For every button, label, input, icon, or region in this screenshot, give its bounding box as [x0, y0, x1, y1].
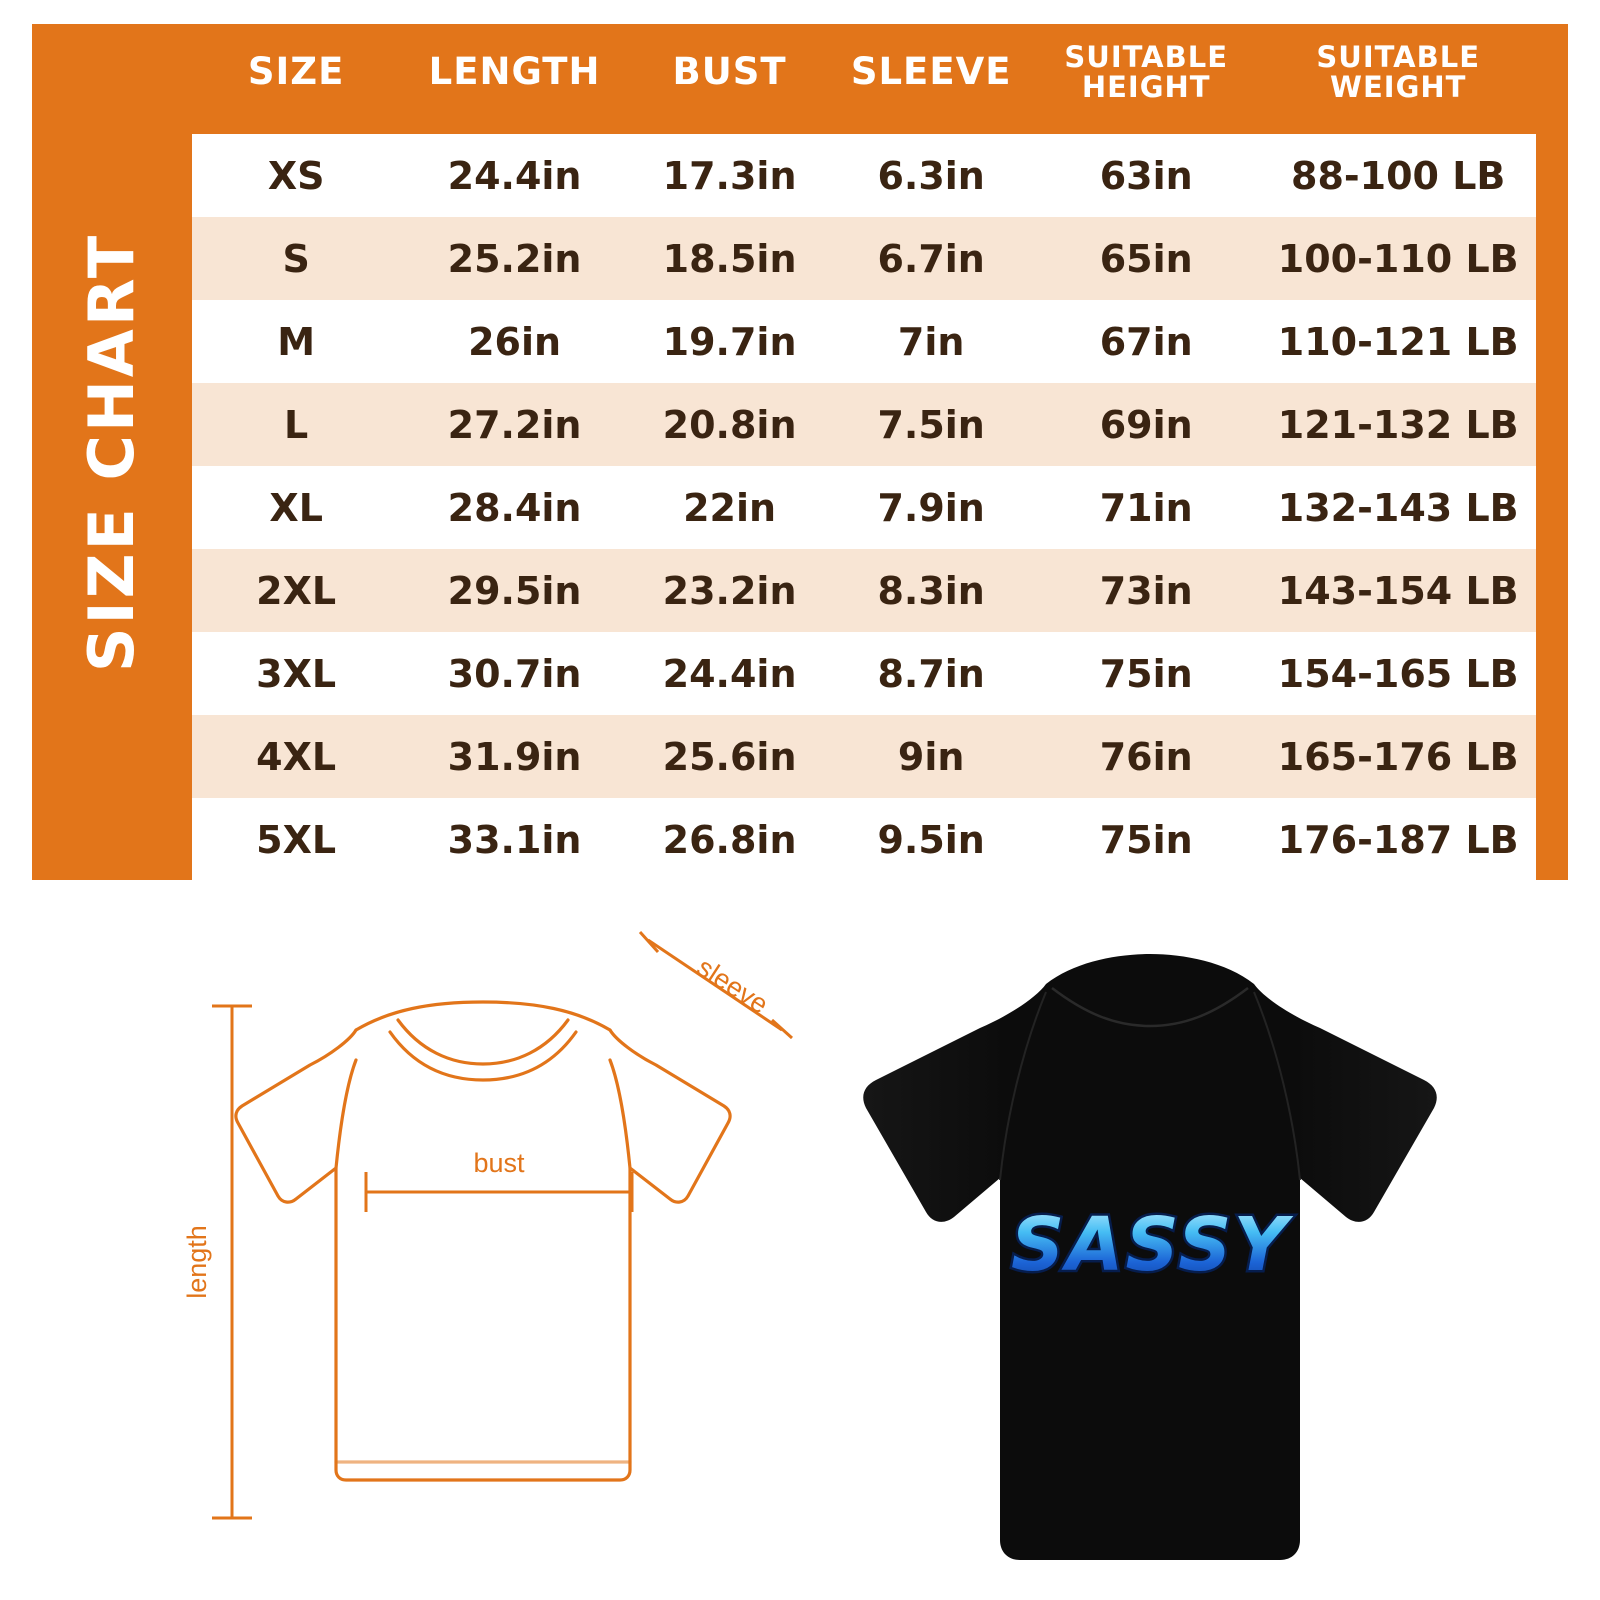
cell-bust: 25.6in — [629, 715, 831, 798]
cell-sleeve: 9in — [830, 715, 1032, 798]
size-table-container — [192, 24, 1536, 862]
shirt-graphic-text: SASSY — [1010, 1202, 1290, 1288]
cell-weight: 132-143 LB — [1260, 466, 1536, 549]
table-header-row — [192, 24, 1536, 134]
cell-size: 2XL — [192, 549, 400, 632]
cell-bust: 26.8in — [629, 798, 831, 881]
cell-height: 73in — [1032, 549, 1260, 632]
cell-sleeve: 6.7in — [830, 217, 1032, 300]
cell-size: 5XL — [192, 798, 400, 881]
bust-label: bust — [473, 1148, 525, 1178]
table-row — [192, 715, 1536, 798]
cell-sleeve: 7.5in — [830, 383, 1032, 466]
cell-size: S — [192, 217, 400, 300]
cell-weight: 154-165 LB — [1260, 632, 1536, 715]
column-header-suitable-weight-line2: WEIGHT — [1329, 70, 1467, 104]
cell-weight: 143-154 LB — [1260, 549, 1536, 632]
cell-height: 71in — [1032, 466, 1260, 549]
cell-height: 75in — [1032, 798, 1260, 881]
shirt-graphic — [1011, 1202, 1294, 1288]
sleeve-label: sleeve — [691, 951, 774, 1020]
column-header-bust: BUST — [672, 49, 787, 93]
cell-bust: 20.8in — [629, 383, 831, 466]
table-row — [192, 134, 1536, 217]
cell-size: 4XL — [192, 715, 400, 798]
cell-height: 65in — [1032, 217, 1260, 300]
bust-measure-line — [366, 1172, 632, 1212]
cell-length: 30.7in — [400, 632, 628, 715]
column-header-suitable-weight — [1260, 24, 1536, 134]
cell-weight: 176-187 LB — [1260, 798, 1536, 881]
table-row — [192, 798, 1536, 881]
cell-length: 26in — [400, 300, 628, 383]
cell-sleeve: 7.9in — [830, 466, 1032, 549]
table-body — [192, 134, 1536, 881]
size-chart-panel — [32, 24, 1568, 880]
cell-height: 63in — [1032, 134, 1260, 217]
cell-weight: 100-110 LB — [1260, 217, 1536, 300]
cell-length: 25.2in — [400, 217, 628, 300]
column-header-sleeve: SLEEVE — [850, 49, 1012, 93]
cell-bust: 23.2in — [629, 549, 831, 632]
cell-weight: 88-100 LB — [1260, 134, 1536, 217]
cell-length: 33.1in — [400, 798, 628, 881]
cell-height: 75in — [1032, 632, 1260, 715]
cell-size: L — [192, 383, 400, 466]
cell-bust: 19.7in — [629, 300, 831, 383]
cell-sleeve: 6.3in — [830, 134, 1032, 217]
table-row — [192, 217, 1536, 300]
column-header-suitable-weight-line1: SUITABLE — [1316, 39, 1481, 74]
cell-weight: 110-121 LB — [1260, 300, 1536, 383]
cell-bust: 24.4in — [629, 632, 831, 715]
cell-size: XL — [192, 466, 400, 549]
product-photo — [840, 940, 1460, 1580]
page-title — [32, 24, 192, 880]
column-header-length: LENGTH — [428, 49, 601, 93]
cell-sleeve: 9.5in — [830, 798, 1032, 881]
tshirt-outline-icon — [236, 1002, 730, 1480]
cell-size: XS — [192, 134, 400, 217]
cell-height: 69in — [1032, 383, 1260, 466]
tshirt-measurement-diagram — [150, 910, 870, 1600]
cell-sleeve: 8.7in — [830, 632, 1032, 715]
cell-weight: 165-176 LB — [1260, 715, 1536, 798]
cell-bust: 22in — [629, 466, 831, 549]
column-header-suitable-height-line2: HEIGHT — [1081, 70, 1211, 104]
table-header — [192, 24, 1536, 134]
cell-length: 24.4in — [400, 134, 628, 217]
cell-bust: 18.5in — [629, 217, 831, 300]
cell-size: M — [192, 300, 400, 383]
cell-length: 29.5in — [400, 549, 628, 632]
cell-length: 28.4in — [400, 466, 628, 549]
table-row — [192, 383, 1536, 466]
table-row — [192, 632, 1536, 715]
cell-bust: 17.3in — [629, 134, 831, 217]
column-header-size: SIZE — [247, 49, 345, 93]
cell-length: 31.9in — [400, 715, 628, 798]
page-title-text: SIZE CHART — [75, 232, 149, 672]
cell-height: 67in — [1032, 300, 1260, 383]
cell-length: 27.2in — [400, 383, 628, 466]
column-header-suitable-height-line1: SUITABLE — [1064, 39, 1228, 74]
cell-sleeve: 8.3in — [830, 549, 1032, 632]
length-measure-line — [212, 1006, 252, 1518]
size-table — [192, 24, 1536, 881]
column-header-suitable-height — [1032, 24, 1260, 134]
cell-height: 76in — [1032, 715, 1260, 798]
length-label: length — [182, 1225, 212, 1299]
cell-size: 3XL — [192, 632, 400, 715]
table-row — [192, 466, 1536, 549]
measurement-section — [0, 900, 1600, 1600]
cell-weight: 121-132 LB — [1260, 383, 1536, 466]
table-row — [192, 549, 1536, 632]
table-row — [192, 300, 1536, 383]
cell-sleeve: 7in — [830, 300, 1032, 383]
